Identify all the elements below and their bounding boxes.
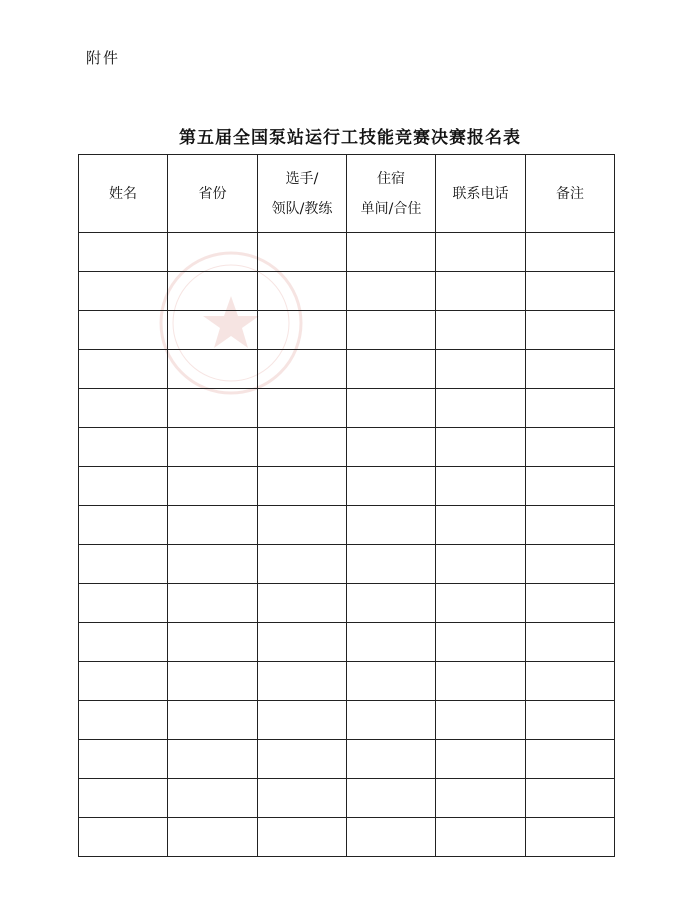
phone-cell[interactable] [436, 779, 526, 818]
name-cell[interactable] [79, 233, 168, 272]
notes-cell[interactable] [526, 506, 615, 545]
province-cell[interactable] [168, 623, 258, 662]
role-cell[interactable] [258, 623, 347, 662]
name-cell[interactable] [79, 818, 168, 857]
name-cell[interactable] [79, 701, 168, 740]
table-row [79, 467, 615, 506]
notes-cell[interactable] [526, 623, 615, 662]
lodging-cell[interactable] [347, 272, 436, 311]
header-name-label: 姓名 [109, 185, 137, 202]
province-cell[interactable] [168, 311, 258, 350]
lodging-cell[interactable] [347, 623, 436, 662]
phone-cell[interactable] [436, 389, 526, 428]
name-cell[interactable] [79, 779, 168, 818]
notes-cell[interactable] [526, 662, 615, 701]
header-phone [436, 155, 526, 233]
name-cell[interactable] [79, 506, 168, 545]
name-cell[interactable] [79, 740, 168, 779]
header-row [79, 155, 615, 233]
table-row [79, 584, 615, 623]
role-cell[interactable] [258, 779, 347, 818]
header-role-line2: 领队/教练 [271, 200, 333, 217]
table-row [79, 428, 615, 467]
name-cell[interactable] [79, 311, 168, 350]
attachment-label: 附件 [86, 49, 121, 67]
role-cell[interactable] [258, 545, 347, 584]
table-row [79, 272, 615, 311]
name-cell[interactable] [79, 350, 168, 389]
province-cell[interactable] [168, 428, 258, 467]
table-row [79, 233, 615, 272]
header-name [79, 155, 168, 233]
header-notes-label: 备注 [556, 185, 584, 202]
lodging-cell[interactable] [347, 311, 436, 350]
province-cell[interactable] [168, 350, 258, 389]
table-row [79, 389, 615, 428]
phone-cell[interactable] [436, 350, 526, 389]
province-cell[interactable] [168, 779, 258, 818]
table-row [79, 779, 615, 818]
notes-cell[interactable] [526, 740, 615, 779]
notes-cell[interactable] [526, 233, 615, 272]
lodging-cell[interactable] [347, 467, 436, 506]
name-cell[interactable] [79, 428, 168, 467]
role-cell[interactable] [258, 662, 347, 701]
province-cell[interactable] [168, 662, 258, 701]
lodging-cell[interactable] [347, 233, 436, 272]
lodging-cell[interactable] [347, 662, 436, 701]
role-cell[interactable] [258, 272, 347, 311]
province-cell[interactable] [168, 233, 258, 272]
role-cell[interactable] [258, 467, 347, 506]
header-notes [526, 155, 615, 233]
role-cell[interactable] [258, 311, 347, 350]
name-cell[interactable] [79, 545, 168, 584]
notes-cell[interactable] [526, 350, 615, 389]
header-lodging [347, 155, 436, 233]
province-cell[interactable] [168, 389, 258, 428]
lodging-cell[interactable] [347, 779, 436, 818]
notes-cell[interactable] [526, 701, 615, 740]
province-cell[interactable] [168, 506, 258, 545]
lodging-cell[interactable] [347, 818, 436, 857]
table-row [79, 623, 615, 662]
phone-cell[interactable] [436, 233, 526, 272]
phone-cell[interactable] [436, 584, 526, 623]
role-cell[interactable] [258, 506, 347, 545]
phone-cell[interactable] [436, 740, 526, 779]
name-cell[interactable] [79, 584, 168, 623]
lodging-cell[interactable] [347, 584, 436, 623]
table-row [79, 506, 615, 545]
lodging-cell[interactable] [347, 545, 436, 584]
province-cell[interactable] [168, 701, 258, 740]
lodging-cell[interactable] [347, 506, 436, 545]
header-role [258, 155, 347, 233]
table-row [79, 350, 615, 389]
role-cell[interactable] [258, 389, 347, 428]
role-cell[interactable] [258, 701, 347, 740]
notes-cell[interactable] [526, 584, 615, 623]
phone-cell[interactable] [436, 623, 526, 662]
notes-cell[interactable] [526, 311, 615, 350]
table-row [79, 662, 615, 701]
table-row [79, 740, 615, 779]
province-cell[interactable] [168, 818, 258, 857]
notes-cell[interactable] [526, 428, 615, 467]
lodging-cell[interactable] [347, 350, 436, 389]
phone-cell[interactable] [436, 662, 526, 701]
province-cell[interactable] [168, 584, 258, 623]
registration-table [78, 154, 615, 857]
notes-cell[interactable] [526, 467, 615, 506]
name-cell[interactable] [79, 467, 168, 506]
table-row [79, 311, 615, 350]
header-lodging-line1: 住宿 [377, 170, 405, 187]
lodging-cell[interactable] [347, 389, 436, 428]
name-cell[interactable] [79, 623, 168, 662]
province-cell[interactable] [168, 272, 258, 311]
phone-cell[interactable] [436, 701, 526, 740]
name-cell[interactable] [79, 662, 168, 701]
lodging-cell[interactable] [347, 428, 436, 467]
form-title: 第五届全国泵站运行工技能竞赛决赛报名表 [179, 128, 521, 148]
notes-cell[interactable] [526, 545, 615, 584]
role-cell[interactable] [258, 818, 347, 857]
role-cell[interactable] [258, 740, 347, 779]
table-row [79, 545, 615, 584]
role-cell[interactable] [258, 584, 347, 623]
phone-cell[interactable] [436, 311, 526, 350]
notes-cell[interactable] [526, 779, 615, 818]
province-cell[interactable] [168, 545, 258, 584]
name-cell[interactable] [79, 272, 168, 311]
header-province-label: 省份 [198, 185, 227, 202]
role-cell[interactable] [258, 350, 347, 389]
phone-cell[interactable] [436, 818, 526, 857]
notes-cell[interactable] [526, 389, 615, 428]
notes-cell[interactable] [526, 272, 615, 311]
table-row [79, 818, 615, 857]
province-cell[interactable] [168, 740, 258, 779]
table-row [79, 701, 615, 740]
role-cell[interactable] [258, 428, 347, 467]
header-role-line1: 选手/ [285, 170, 319, 187]
role-cell[interactable] [258, 233, 347, 272]
lodging-cell[interactable] [347, 701, 436, 740]
header-province [168, 155, 258, 233]
lodging-cell[interactable] [347, 740, 436, 779]
notes-cell[interactable] [526, 818, 615, 857]
header-lodging-line2: 单间/合住 [360, 200, 422, 217]
table-body [79, 233, 615, 857]
phone-cell[interactable] [436, 272, 526, 311]
phone-cell[interactable] [436, 467, 526, 506]
phone-cell[interactable] [436, 506, 526, 545]
province-cell[interactable] [168, 467, 258, 506]
phone-cell[interactable] [436, 545, 526, 584]
name-cell[interactable] [79, 389, 168, 428]
header-phone-label: 联系电话 [452, 185, 509, 202]
phone-cell[interactable] [436, 428, 526, 467]
